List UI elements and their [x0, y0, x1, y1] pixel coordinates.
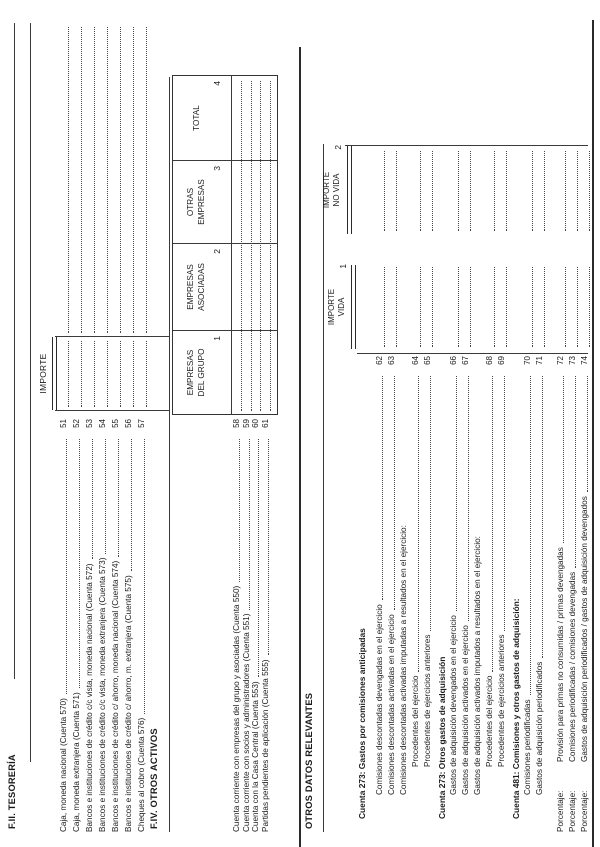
amount-field-dots [93, 341, 95, 407]
row-label: Cuenta corriente con socios y administradores (Cuenta 551) [241, 613, 251, 832]
amount-field-dots [457, 267, 459, 347]
amount-field-dots [145, 27, 147, 333]
field-code: 54 [98, 419, 107, 428]
dot-leader [258, 439, 259, 677]
dot-leader [79, 439, 80, 688]
dot-leader [268, 439, 269, 655]
amount-field-dots [145, 341, 147, 407]
amount-field-dots [543, 267, 545, 347]
amount-field-dots [269, 81, 271, 411]
table-row [59, 419, 69, 832]
row-prefix: Porcentaje: [580, 790, 589, 832]
amount-field-dots [395, 267, 397, 347]
importe-no-vida-header: IMPORTE NO VIDA 2 [322, 145, 343, 209]
dot-leader [587, 376, 588, 492]
table-row [232, 419, 242, 832]
field-code: 73 [568, 356, 577, 365]
row-label: Gastos de adquisición activados imputados a resultados en el ejercicio: [473, 536, 482, 795]
row-label: Procedentes del ejercicio [411, 675, 420, 767]
amount-field-dots [240, 81, 242, 411]
importe-double-rule [52, 337, 57, 410]
column-number: 4 [212, 81, 222, 86]
amount-field-dots [119, 27, 121, 333]
dot-leader [504, 376, 505, 631]
otros-datos-top-rule [299, 47, 301, 847]
row-label: Gastos de adquisición devengados en el ejercicio [449, 615, 458, 795]
amount-field-dots [106, 27, 108, 333]
row-label: Procedentes de ejercicios anteriores [497, 634, 506, 767]
row-label: Caja, moneda extranjera (Cuenta 571) [72, 692, 81, 832]
tesoreria-heading-rule [30, 23, 31, 762]
table-header-empresas-asociadas: EMPRESAS ASOCIADAS 2 [186, 249, 222, 311]
row-prefix: Porcentaje: [568, 790, 577, 832]
amount-field-dots [457, 151, 459, 231]
field-code: 58 [232, 419, 241, 428]
field-code: 55 [111, 419, 120, 428]
row-label: Cuenta 273: Gastos por comisiones anticipadas [357, 628, 367, 819]
column-number: 1 [338, 264, 348, 269]
dot-leader [530, 376, 531, 695]
table-header-total: TOTAL 4 [192, 81, 222, 131]
row-label: Comisiones periodificadas [523, 699, 532, 795]
field-code: 61 [260, 419, 270, 428]
row-label: Comisiones descontadas activadas en el ejercicio [387, 614, 396, 795]
amount-field-dots [67, 27, 69, 333]
column-number: 3 [212, 166, 222, 171]
amount-field-dots [419, 267, 421, 347]
dot-leader [118, 439, 119, 557]
amount-field-dots [564, 151, 566, 231]
dot-leader [66, 439, 67, 694]
amount-field-dots [469, 151, 471, 231]
field-code: 57 [137, 419, 146, 428]
field-code: 60 [251, 419, 260, 428]
row-label: Procedentes del ejercicio [485, 675, 494, 767]
field-code: 59 [241, 419, 251, 428]
importe-no-vida-double-rule [347, 146, 352, 234]
row-label: Procedentes de ejercicios anteriores [423, 634, 432, 767]
amount-field-dots [576, 151, 578, 231]
otros-datos-heading-rule [323, 144, 324, 832]
amount-field-dots [469, 267, 471, 347]
row-label: Comisiones periodificadas / comisiones devengadas [568, 571, 577, 762]
section-heading-otros-datos: OTROS DATOS RELEVANTES [304, 692, 314, 829]
dot-leader [492, 376, 493, 672]
table-row [387, 356, 397, 795]
dot-leader [105, 439, 106, 554]
table-row [399, 356, 409, 795]
row-label: Comisiones descontadas devengadas en el ejercicio [375, 604, 384, 795]
dot-leader [468, 376, 469, 621]
section-heading-tesoreria: F.II. TESORERÍA [7, 754, 17, 829]
amount-field-dots [106, 341, 108, 407]
importe-right-rule [55, 336, 170, 337]
row-label: Partidas pendientes de aplicación (Cuenta 555) [260, 659, 270, 832]
column-number: 1 [212, 336, 222, 341]
dot-leader [144, 439, 145, 714]
amount-field-dots [80, 341, 82, 407]
column-number: 2 [333, 145, 343, 150]
column-number: 2 [212, 249, 222, 254]
amount-field-dots [531, 151, 533, 231]
field-code: 51 [59, 419, 68, 428]
table-row [535, 356, 545, 795]
amount-field-dots [505, 151, 507, 231]
row-label: Gastos de adquisición activados en el ejercicio [461, 625, 470, 795]
field-code: 71 [535, 356, 544, 365]
dot-leader [92, 439, 93, 559]
field-code: 65 [423, 356, 432, 365]
table-row [580, 356, 590, 832]
table-row [124, 419, 134, 832]
dot-leader [430, 376, 431, 631]
importe-vida-header: IMPORTE VIDA 1 [327, 264, 348, 326]
amount-field-dots [531, 267, 533, 347]
table-row [568, 356, 578, 832]
amount-field-dots [431, 267, 433, 347]
field-code: 52 [72, 419, 81, 428]
row-label: Bancos e instituciones de crédito c/c vista, moneda nacional (Cuenta 572) [85, 563, 94, 832]
table-row [449, 356, 459, 795]
row-label: Cuenta con la Casa Central (Cuenta 553) [251, 681, 260, 832]
amount-field-dots [250, 81, 252, 411]
amount-field-dots [67, 341, 69, 407]
section-heading-otros-activos: F.IV. OTROS ACTIVOS [149, 728, 159, 829]
table-row [357, 356, 367, 819]
amount-field-dots [588, 151, 590, 231]
table-row [497, 356, 507, 767]
field-code: 68 [485, 356, 494, 365]
amount-field-dots [588, 267, 590, 347]
table-row [411, 356, 421, 767]
dot-leader [418, 376, 419, 672]
field-code: 64 [411, 356, 420, 365]
table-row [511, 356, 521, 819]
amount-field-dots [80, 27, 82, 333]
table-row [523, 356, 533, 795]
table-row [556, 356, 566, 832]
field-code: 56 [124, 419, 133, 428]
row-label: Bancos e instituciones de crédito c/ ahorro, m. extranjera (Cuenta 575) [124, 575, 133, 832]
row-label: Comisiones descontadas activadas imputadas a resultados en el ejercicio: [399, 525, 408, 795]
table-row [85, 419, 95, 832]
top-rule [14, 23, 15, 679]
amount-field-dots [419, 151, 421, 231]
amount-field-dots [119, 341, 121, 407]
field-code: 63 [387, 356, 396, 365]
empresas-table [172, 75, 278, 415]
dot-leader [542, 376, 543, 658]
dot-leader [131, 439, 132, 571]
row-label: Cheques al cobro (Cuenta 576) [137, 717, 146, 832]
row-label: Cuenta corriente con empresas del grupo y asociadas (Cuenta 550) [232, 585, 241, 832]
importe-left-rule [55, 410, 170, 411]
dot-leader [456, 376, 457, 611]
importe-column-header: IMPORTE [38, 353, 48, 394]
vida-column-left-rule [357, 353, 588, 354]
table-row [242, 419, 252, 832]
table-row [485, 356, 495, 767]
importe-vida-double-rule [351, 265, 356, 349]
table-row [375, 356, 385, 795]
amount-field-dots [395, 151, 397, 231]
table-row [72, 419, 82, 832]
field-code: 69 [497, 356, 506, 365]
amount-field-dots [383, 151, 385, 231]
table-header-empresas-grupo: EMPRESAS DEL GRUPO 1 [186, 336, 222, 397]
amount-field-dots [564, 267, 566, 347]
amount-field-dots [383, 267, 385, 347]
dot-leader [563, 376, 564, 543]
field-code: 66 [449, 356, 458, 365]
amount-field-dots [132, 27, 134, 333]
row-label: Gastos de adquisición periodificados / gastos de adquisición devengados [580, 496, 589, 762]
amount-field-dots [431, 151, 433, 231]
amount-field-dots [132, 341, 134, 407]
amount-field-dots [493, 151, 495, 231]
dot-leader [382, 376, 383, 600]
row-label: Bancos e instituciones de crédito c/c vista, moneda extranjera (Cuenta 573) [98, 557, 107, 832]
row-label: Cuenta 481: Comisiones y otros gastos de adquisición: [511, 598, 521, 819]
field-code: 70 [523, 356, 532, 365]
amount-field-dots [576, 267, 578, 347]
row-label: Provisión para primas no consumidas / primas devengadas [556, 547, 565, 762]
dot-leader [394, 376, 395, 610]
table-row [473, 356, 483, 795]
table-header-otras-empresas: OTRAS EMPRESAS 3 [186, 166, 222, 225]
table-row [251, 419, 261, 832]
row-label: Bancos e instituciones de crédito c/ ahorro, moneda nacional (Cuenta 574) [111, 560, 120, 832]
table-header-bottom-rule [231, 76, 232, 414]
table-row [137, 419, 147, 832]
table-row [261, 419, 271, 832]
row-label: Cuenta 273: Otros gastos de adquisición [437, 656, 447, 819]
table-row [111, 419, 121, 832]
amount-field-dots [505, 267, 507, 347]
field-code: 72 [556, 356, 565, 365]
dot-leader [575, 376, 576, 568]
row-label: Caja, moneda nacional (Cuenta 570) [59, 698, 68, 832]
row-prefix: Porcentaje: [556, 790, 565, 832]
table-row [423, 356, 433, 767]
field-code: 67 [461, 356, 470, 365]
amount-field-dots [493, 267, 495, 347]
amount-field-dots [259, 81, 261, 411]
no-vida-column-right-rule [345, 145, 588, 146]
dot-leader [239, 439, 240, 582]
page-bottom-rule [592, 20, 594, 847]
table-row [461, 356, 471, 795]
amount-field-dots [543, 151, 545, 231]
amount-field-dots [93, 27, 95, 333]
field-code: 62 [375, 356, 384, 365]
table-row [437, 356, 447, 819]
otros-activos-heading-rule [169, 77, 170, 832]
row-label: Gastos de adquisición periodificados [535, 661, 544, 795]
field-code: 74 [580, 356, 589, 365]
table-row [98, 419, 108, 832]
field-code: 53 [85, 419, 94, 428]
dot-leader [249, 439, 250, 610]
